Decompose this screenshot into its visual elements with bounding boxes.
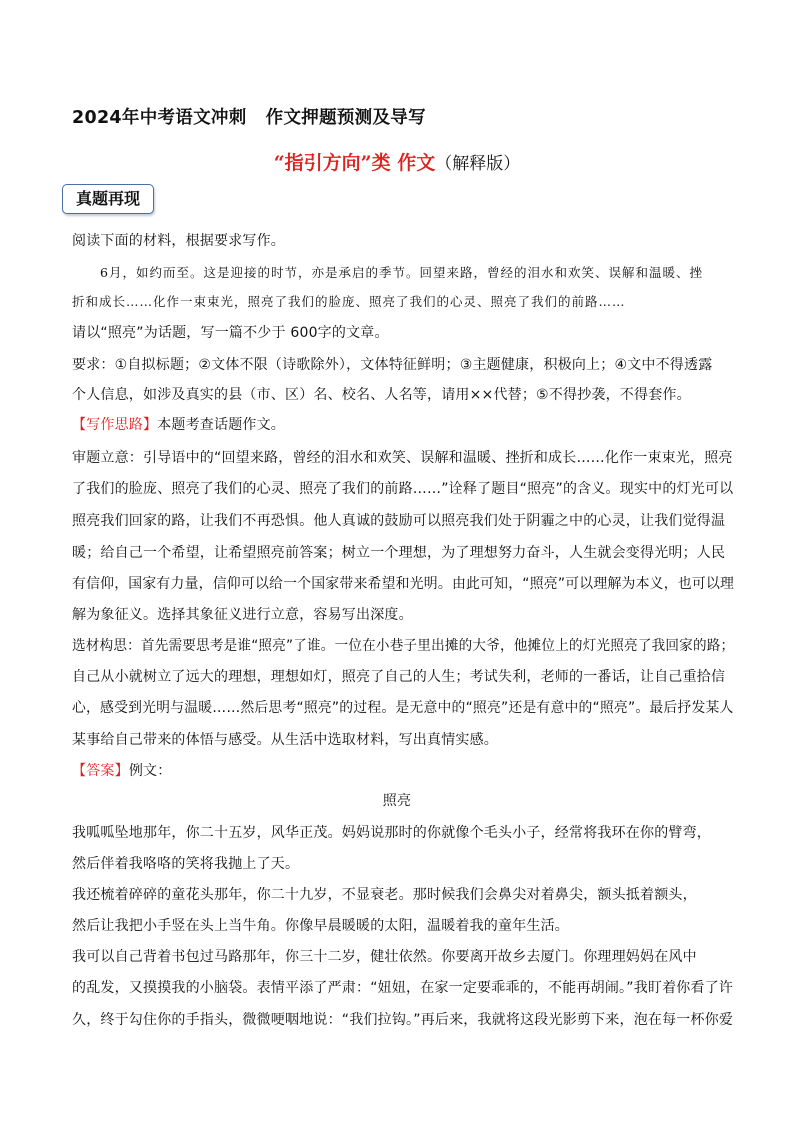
analysis-line: 照亮我们回家的路，让我们不再恐惧。他人真诚的鼓励可以照亮我们处于阴霾之中的心灵，让我们觉得温 (72, 513, 726, 529)
essay-line: 的乱发，又摸摸我的小脑袋。表情平添了严肃：“妞妞，在家一定要乖乖的，不能再胡闹。”我盯着你看了许 (72, 980, 734, 996)
section-heading-box: 真题再现 (62, 184, 154, 214)
analysis-line: 自己从小就树立了远大的理想，理想如灯，照亮了自己的人生；考试失利，老师的一番话，让自己重拾信 (72, 669, 726, 685)
prompt-task: 请以“照亮”为话题，写一篇不少于 600字的文章。 (72, 325, 389, 341)
analysis-line: 解为象征义。选择其象征义进行立意，容易写出深度。 (72, 607, 413, 623)
subtitle-topic: “指引方向”类 作文 (273, 152, 436, 174)
document-title: 2024年中考语文冲刺 作文押题预测及导写 (72, 108, 426, 128)
prompt-requirements-line: 个人信息，如涉及真实的县（市、区）名、校名、人名等，请用××代替；⑤不得抄袭，不得套作。 (72, 387, 691, 403)
answer-intro: 例文： (128, 763, 172, 779)
analysis-line: 审题立意：引导语中的“回望来路，曾经的泪水和欢笑、误解和温暖、挫折和成长……化作一束束光，照亮 (72, 450, 733, 466)
analysis-heading (72, 414, 285, 434)
essay-line: 我呱呱坠地那年，你二十五岁，风华正茂。妈妈说那时的你就像个毛头小子，经常将我环在你的臂弯， (72, 825, 711, 841)
prompt-material-line: 6月，如约而至。这是迎接的时节，亦是承启的季节。回望来路，曾经的泪水和欢笑、误解和温暖、挫 (100, 265, 703, 280)
document-subtitle (0, 148, 794, 175)
answer-heading (72, 760, 171, 780)
essay-title: 照亮 (382, 793, 412, 809)
analysis-intro: 本题考查话题作文。 (157, 417, 286, 433)
essay-line: 我可以自己背着书包过马路那年，你三十二岁，健壮依然。你要离开故乡去厦门。你理理妈妈在风中 (72, 949, 697, 965)
prompt-requirements-line: 要求：①自拟标题；②文体不限（诗歌除外），文体特征鲜明；③主题健康，积极向上；④文中不得透露 (72, 357, 713, 373)
analysis-line: 有信仰，国家有力量，信仰可以给一个国家带来希望和光明。由此可知，“照亮”可以理解为本义，也可以理 (72, 576, 735, 592)
analysis-line: 了我们的脸庞、照亮了我们的心灵、照亮了我们的前路……”诠释了题目“照亮”的含义。现实中的灯光可以 (72, 481, 734, 497)
essay-line: 然后伴着我咯咯的笑将我抛上了天。 (72, 856, 300, 872)
essay-line: 然后让我把小手竖在头上当牛角。你像早晨暖暖的太阳，温暖着我的童年生活。 (72, 918, 569, 934)
subtitle-version: （解释版） (435, 154, 521, 174)
analysis-label: 【写作思路】 (72, 417, 158, 433)
essay-line: 我还梳着碎碎的童花头那年，你二十九岁，不显衰老。那时候我们会鼻尖对着鼻尖，额头抵着额头， (72, 887, 697, 903)
answer-label: 【答案】 (72, 763, 129, 779)
prompt-material-line: 折和成长……化作一束束光，照亮了我们的脸庞、照亮了我们的心灵、照亮了我们的前路…… (72, 294, 626, 309)
prompt-instruction: 阅读下面的材料，根据要求写作。 (72, 233, 285, 249)
analysis-line: 选材构思：首先需要思考是谁“照亮”了谁。一位在小巷子里出摊的大爷，他摊位上的灯光照亮了我回家的路； (72, 638, 735, 654)
essay-line: 久，终于勾住你的手指头，微微哽咽地说：“我们拉钩。”再后来，我就将这段光影剪下来，泡在每一杯你爱 (72, 1012, 734, 1028)
analysis-line: 暖；给自己一个希望，让希望照亮前答案；树立一个理想，为了理想努力奋斗，人生就会变得光明；人民 (72, 545, 726, 561)
analysis-line: 某事给自己带来的体悟与感受。从生活中选取材料，写出真情实感。 (72, 732, 498, 748)
analysis-line: 心，感受到光明与温暖……然后思考“照亮”的过程。是无意中的“照亮”还是有意中的“照亮”。最后抒发某人 (72, 700, 734, 716)
